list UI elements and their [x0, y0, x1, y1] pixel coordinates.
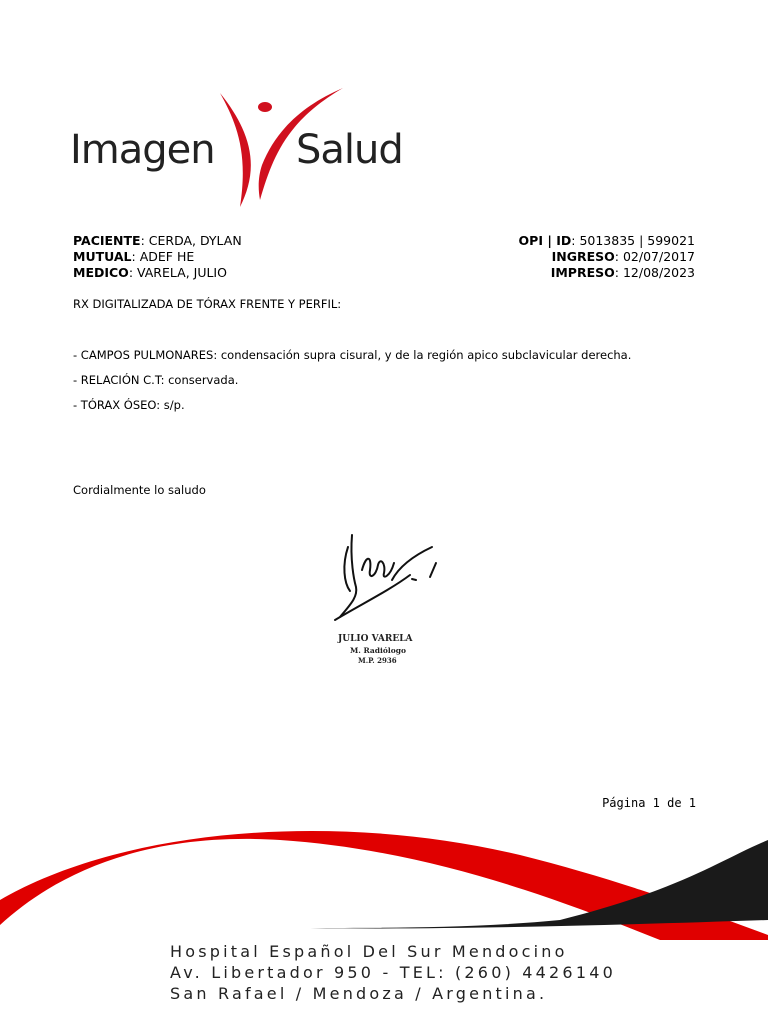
medico-label: MEDICO	[73, 265, 129, 280]
opi-value: 5013835 | 599021	[579, 233, 695, 248]
opi-label: OPI | ID	[518, 233, 572, 248]
mutual-row: MUTUAL: ADEF HE	[73, 249, 195, 264]
mutual-label: MUTUAL	[73, 249, 132, 264]
stamp-registration: M.P. 2936	[358, 656, 397, 665]
footer-address: Av. Libertador 950 - TEL: (260) 4426140	[170, 963, 616, 982]
footer-location: San Rafael / Mendoza / Argentina.	[170, 984, 548, 1003]
impreso-label: IMPRESO	[550, 265, 615, 280]
handwritten-signature	[335, 535, 436, 620]
logo-word-salud: Salud	[296, 127, 403, 173]
finding-item: - RELACIÓN C.T: conservada.	[73, 373, 239, 387]
paciente-row: PACIENTE: CERDA, DYLAN	[73, 233, 242, 248]
impreso-value: 12/08/2023	[622, 265, 695, 280]
ingreso-row: INGRESO: 02/07/2017	[551, 249, 695, 264]
stamp-name: JULIO VARELA	[338, 634, 413, 644]
mutual-value: ADEF HE	[139, 249, 195, 264]
medico-value: VARELA, JULIO	[137, 265, 227, 280]
signature-stamp	[320, 525, 450, 670]
paciente-value: CERDA, DYLAN	[148, 233, 242, 248]
closing-text: Cordialmente lo saludo	[73, 483, 206, 497]
imagen-salud-logo	[68, 85, 418, 215]
impreso-row: IMPRESO: 12/08/2023	[550, 265, 695, 280]
page-number: Página 1 de 1	[602, 796, 696, 810]
ingreso-label: INGRESO	[551, 249, 615, 264]
study-title: RX DIGITALIZADA DE TÓRAX FRENTE Y PERFIL:	[73, 297, 342, 311]
footer-hospital-name: Hospital Español Del Sur Mendocino	[170, 942, 568, 961]
ingreso-value: 02/07/2017	[622, 249, 695, 264]
finding-item: - CAMPOS PULMONARES: condensación supra cisural, y de la región apico subclavicular derecha.	[73, 348, 632, 362]
footer-wave-graphic	[0, 820, 768, 940]
finding-item: - TÓRAX ÓSEO: s/p.	[73, 398, 185, 412]
paciente-label: PACIENTE	[73, 233, 141, 248]
medico-row: MEDICO: VARELA, JULIO	[73, 265, 227, 280]
record-info	[519, 233, 695, 281]
opi-row: OPI | ID: 5013835 | 599021	[518, 233, 695, 248]
patient-info	[73, 233, 242, 281]
logo-word-imagen: Imagen	[70, 127, 215, 173]
stamp-title: M. Radiólogo	[350, 646, 406, 655]
